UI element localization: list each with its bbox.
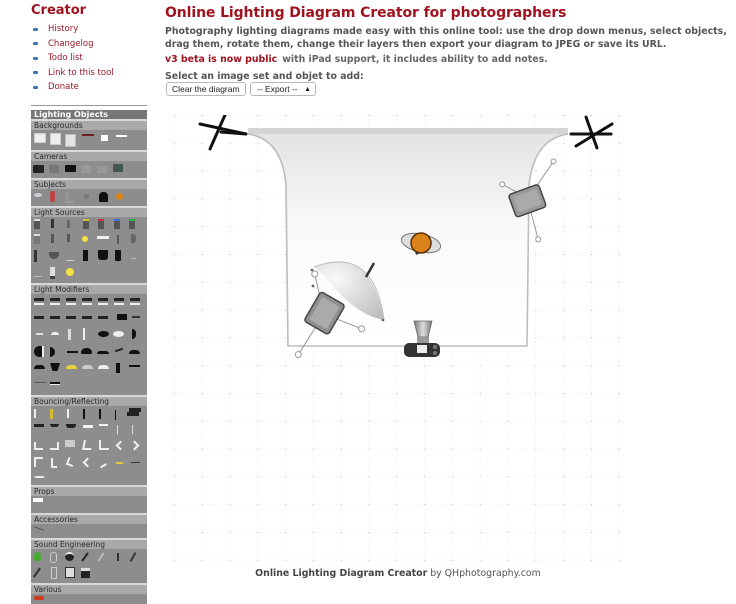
subject-icon[interactable] bbox=[50, 191, 55, 202]
person-icon[interactable] bbox=[34, 552, 41, 561]
section-light-modifiers bbox=[31, 283, 147, 395]
divider bbox=[31, 105, 147, 106]
reflector-icon[interactable] bbox=[83, 409, 85, 419]
diagram-svg bbox=[174, 115, 620, 561]
bullet-icon bbox=[33, 42, 38, 45]
v-flat-icon[interactable] bbox=[34, 457, 43, 467]
modifier-icon[interactable] bbox=[50, 382, 60, 385]
subject-icon[interactable] bbox=[84, 194, 89, 199]
section-header[interactable]: Light Modifiers bbox=[31, 285, 147, 294]
light-icon[interactable] bbox=[34, 234, 40, 244]
light-icon[interactable] bbox=[83, 219, 89, 229]
footer-title: Online Lighting Diagram Creator bbox=[255, 568, 428, 579]
modifier-icon[interactable] bbox=[129, 350, 140, 354]
page-description: Photography lighting diagrams made easy with this online tool: use the drop down menus, select objects, drag them, rotate them, change their layers then export your diagram to JPEG or save its URL. bbox=[165, 26, 727, 50]
subject-icon[interactable] bbox=[99, 192, 108, 202]
bullet-icon bbox=[33, 57, 38, 60]
backdrop-line-icon[interactable] bbox=[116, 135, 127, 137]
section-header[interactable]: Props bbox=[31, 487, 147, 496]
umbrella-icon[interactable] bbox=[66, 365, 77, 369]
section-header[interactable]: Bouncing/Reflecting bbox=[31, 397, 147, 406]
page-title: Online Lighting Diagram Creator for photographers bbox=[165, 5, 567, 21]
reflector-icon[interactable] bbox=[34, 476, 45, 478]
subject-icon[interactable] bbox=[116, 193, 123, 200]
section-header[interactable]: Cameras bbox=[31, 152, 147, 161]
reflector-icon[interactable] bbox=[50, 409, 53, 419]
diagram-canvas[interactable] bbox=[174, 115, 620, 561]
backdrop-icon[interactable] bbox=[50, 133, 61, 145]
light-icon[interactable] bbox=[67, 234, 70, 242]
modifier-icon[interactable] bbox=[50, 363, 60, 371]
v-flat-icon[interactable] bbox=[99, 440, 109, 450]
nav-item-donate[interactable] bbox=[31, 80, 114, 95]
light-icon[interactable] bbox=[115, 250, 121, 261]
modifier-icon[interactable] bbox=[115, 348, 123, 353]
section-props bbox=[31, 485, 147, 513]
bullet-icon bbox=[33, 86, 38, 89]
reflector-icon[interactable] bbox=[34, 409, 36, 418]
strip-light-icon[interactable] bbox=[97, 236, 109, 239]
modifier-icon[interactable] bbox=[67, 351, 78, 353]
reflector-icon[interactable] bbox=[131, 462, 140, 463]
v-flat-icon[interactable] bbox=[116, 441, 126, 451]
lighting-objects-palette bbox=[31, 110, 147, 604]
light-icon[interactable] bbox=[51, 234, 54, 243]
reflector-icon[interactable] bbox=[99, 424, 108, 426]
light-icon[interactable] bbox=[131, 252, 136, 259]
modifier-icon[interactable] bbox=[97, 351, 109, 354]
modifier-icon[interactable] bbox=[36, 333, 43, 335]
nav-title: Creator bbox=[31, 3, 87, 18]
backdrop-icon[interactable] bbox=[65, 134, 76, 147]
modifier-icon[interactable] bbox=[34, 382, 46, 383]
nav-label: Donate bbox=[48, 82, 79, 93]
modifier-row-icon[interactable] bbox=[34, 298, 142, 301]
bullet-icon bbox=[33, 71, 38, 74]
v-flat-icon[interactable] bbox=[50, 442, 59, 450]
beta-line bbox=[165, 54, 548, 65]
export-select-value: -- Export -- bbox=[257, 84, 298, 94]
modifier-row-icon[interactable] bbox=[34, 316, 110, 319]
section-various bbox=[31, 583, 147, 604]
v-flat-icon[interactable] bbox=[51, 458, 57, 468]
camera-icon[interactable] bbox=[65, 165, 76, 172]
palette-title: Lighting Objects bbox=[31, 110, 147, 119]
nav-item-todo[interactable] bbox=[31, 51, 114, 66]
bulb-icon[interactable] bbox=[82, 236, 88, 242]
light-icon[interactable] bbox=[98, 250, 108, 260]
backdrop-icon[interactable] bbox=[101, 135, 108, 141]
flag-icon[interactable] bbox=[129, 408, 141, 412]
umbrella-icon[interactable] bbox=[98, 365, 109, 369]
nav-item-history[interactable] bbox=[31, 22, 114, 37]
nav-item-changelog[interactable] bbox=[31, 37, 114, 52]
camera-icon[interactable] bbox=[33, 165, 44, 173]
reflector-icon[interactable] bbox=[67, 409, 69, 418]
v-flat-icon[interactable] bbox=[130, 441, 140, 451]
reflector-icon[interactable] bbox=[117, 425, 118, 434]
microphone-icon[interactable] bbox=[130, 552, 137, 562]
clear-diagram-button[interactable]: Clear the diagram bbox=[166, 82, 246, 96]
v-flat-icon[interactable] bbox=[83, 458, 93, 468]
light-icon[interactable] bbox=[67, 220, 70, 228]
reflector-icon[interactable] bbox=[115, 462, 124, 464]
light-icon[interactable] bbox=[98, 219, 104, 229]
light-icon[interactable] bbox=[117, 235, 119, 244]
headphones-icon[interactable] bbox=[50, 552, 57, 563]
light-icon[interactable] bbox=[50, 267, 55, 279]
light-icon[interactable] bbox=[83, 250, 88, 261]
section-subjects bbox=[31, 178, 147, 206]
reflector-icon[interactable] bbox=[99, 409, 101, 419]
section-cameras bbox=[31, 150, 147, 178]
v-flat-icon[interactable] bbox=[98, 460, 107, 469]
bulb-icon[interactable] bbox=[66, 268, 74, 276]
flag-icon[interactable] bbox=[50, 424, 59, 427]
camera-icon[interactable] bbox=[49, 165, 59, 173]
modifier-icon[interactable] bbox=[129, 365, 140, 367]
nav-label: Changelog bbox=[48, 38, 94, 49]
section-header[interactable]: Subjects bbox=[31, 180, 147, 189]
modifier-icon[interactable] bbox=[116, 363, 120, 373]
section-header[interactable]: Sound Engineering bbox=[31, 540, 147, 549]
nav-list bbox=[31, 22, 114, 95]
light-icon[interactable] bbox=[114, 219, 120, 229]
subject-icon[interactable] bbox=[34, 193, 42, 197]
reflector-icon[interactable] bbox=[83, 425, 93, 428]
light-icon[interactable] bbox=[66, 252, 74, 261]
microphone-icon[interactable] bbox=[117, 553, 119, 561]
modifier-icon[interactable] bbox=[50, 347, 55, 357]
modifier-icon[interactable] bbox=[117, 314, 127, 320]
flag-icon[interactable] bbox=[34, 424, 44, 427]
nav-label: Link to this tool bbox=[48, 67, 114, 78]
flag-icon[interactable] bbox=[66, 424, 76, 428]
v-flat-icon[interactable] bbox=[82, 440, 93, 450]
light-icon[interactable] bbox=[129, 219, 135, 229]
subject-icon[interactable] bbox=[66, 193, 74, 203]
various-icon[interactable] bbox=[34, 596, 44, 600]
camera-icon[interactable] bbox=[113, 164, 123, 172]
section-accessories bbox=[31, 513, 147, 538]
section-header[interactable]: Accessories bbox=[31, 515, 147, 524]
select-label: Select an image set and objet to add: bbox=[165, 71, 364, 82]
modifier-icon[interactable] bbox=[83, 328, 85, 340]
accessory-icon[interactable] bbox=[34, 526, 44, 530]
speaker-icon[interactable] bbox=[65, 552, 74, 561]
light-icon[interactable] bbox=[131, 234, 136, 243]
light-icon[interactable] bbox=[34, 219, 40, 229]
camera-icon[interactable] bbox=[81, 165, 91, 173]
reflector-icon[interactable] bbox=[65, 440, 75, 447]
nav-label: History bbox=[48, 24, 79, 35]
beta-text: with iPad support, it includes ability to add notes. bbox=[282, 54, 548, 65]
modifier-row-icon[interactable] bbox=[34, 303, 142, 305]
section-header[interactable]: Various bbox=[31, 585, 147, 594]
modifier-icon[interactable] bbox=[81, 348, 92, 354]
nav-item-link[interactable] bbox=[31, 66, 114, 81]
modifier-icon[interactable] bbox=[34, 346, 44, 357]
export-select[interactable] bbox=[250, 82, 316, 96]
microphone-icon[interactable] bbox=[97, 552, 104, 561]
footer-credit[interactable]: by QHphotography.com bbox=[427, 568, 541, 579]
backdrop-icon[interactable] bbox=[34, 133, 46, 143]
modifier-icon[interactable] bbox=[68, 329, 71, 340]
select-arrows-icon: ▲ bbox=[304, 86, 311, 93]
reflector-icon[interactable] bbox=[115, 410, 116, 420]
beta-link[interactable]: v3 beta is now public bbox=[165, 54, 278, 65]
bullet-icon bbox=[33, 28, 38, 31]
section-backgrounds bbox=[31, 119, 147, 150]
section-bouncing bbox=[31, 395, 147, 485]
v-flat-icon[interactable] bbox=[66, 457, 75, 467]
footer bbox=[0, 568, 736, 579]
section-header[interactable]: Backgrounds bbox=[31, 121, 147, 130]
light-icon[interactable] bbox=[51, 219, 54, 228]
reflector-icon[interactable] bbox=[132, 425, 133, 434]
backdrop-line-icon[interactable] bbox=[82, 134, 94, 136]
nav-label: Todo list bbox=[48, 53, 83, 64]
prop-icon[interactable] bbox=[33, 498, 43, 502]
modifier-icon[interactable] bbox=[34, 365, 45, 369]
modifier-icon[interactable] bbox=[98, 331, 109, 337]
modifier-icon[interactable] bbox=[132, 316, 140, 318]
modifier-icon[interactable] bbox=[113, 331, 124, 337]
microphone-icon[interactable] bbox=[81, 552, 88, 561]
camera-icon[interactable] bbox=[97, 166, 107, 173]
light-icon[interactable] bbox=[34, 250, 37, 262]
modifier-icon[interactable] bbox=[51, 332, 59, 335]
section-light-sources bbox=[31, 206, 147, 283]
umbrella-icon[interactable] bbox=[82, 365, 93, 369]
light-icon[interactable] bbox=[49, 252, 59, 259]
section-header[interactable]: Light Sources bbox=[31, 208, 147, 217]
v-flat-icon[interactable] bbox=[34, 442, 43, 450]
modifier-icon[interactable] bbox=[132, 329, 136, 339]
light-icon[interactable] bbox=[34, 267, 42, 277]
